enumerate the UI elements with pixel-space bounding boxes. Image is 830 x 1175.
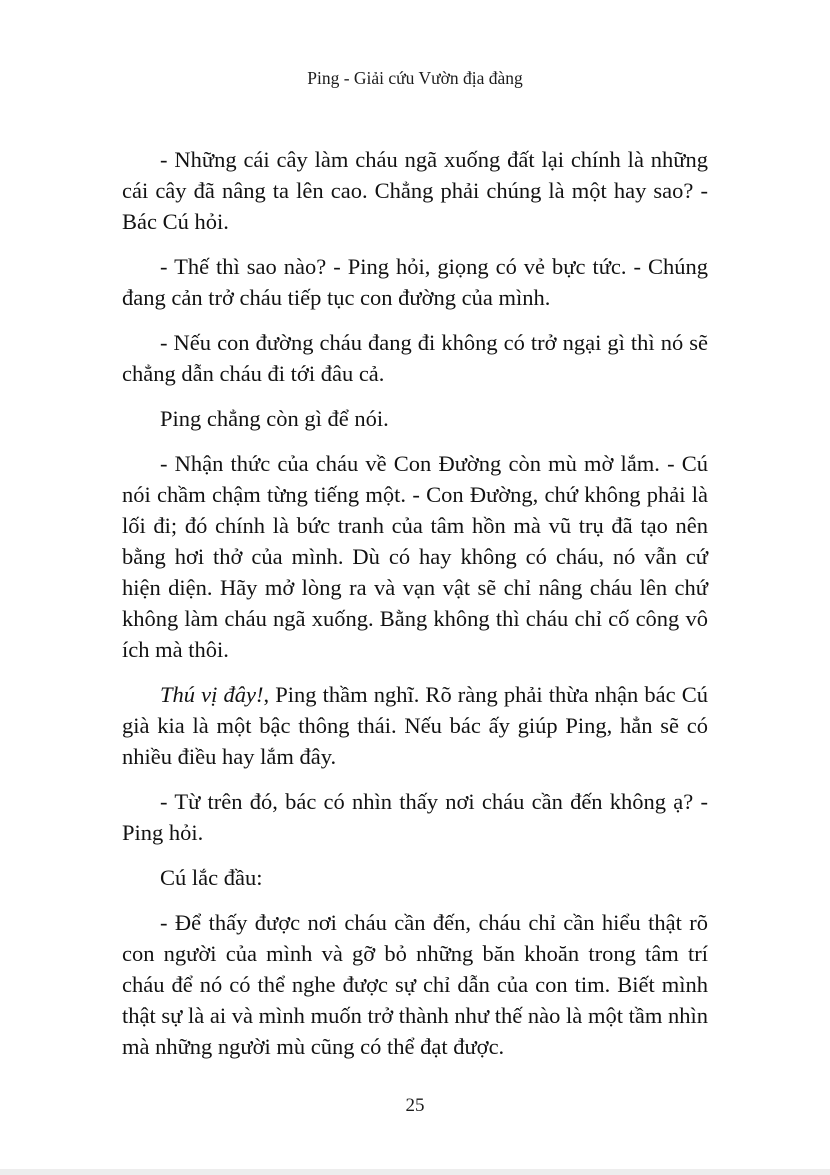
paragraph [122,679,708,772]
paragraph-text: , Ping thầm nghĩ. Rõ ràng phải thừa nhận bác Cú già kia là một bậc thông thái. Nếu bác ấy giúp Ping, hẳn sẽ có nhiều điều hay lắm đây. [122,682,708,769]
running-header: Ping - Giải cứu Vườn địa đàng [307,68,523,88]
paragraph: - Nhận thức của cháu về Con Đường còn mù mờ lắm. - Cú nói chầm chậm từng tiếng một. - Con Đường, chứ không phải là lối đi; đó chính là bức tranh của tâm hồn mà vũ trụ đã tạo nên bằng hơi thở của mình. Dù có hay không có cháu, nó vẫn cứ hiện diện. Hãy mở lòng ra và vạn vật sẽ chỉ nâng cháu lên chứ không làm cháu ngã xuống. Bằng không thì cháu chỉ cố công vô ích mà thôi. [122,451,708,662]
bottom-edge-strip [0,1169,830,1175]
paragraph: Ping chẳng còn gì để nói. [160,406,389,431]
paragraph: - Từ trên đó, bác có nhìn thấy nơi cháu cần đến không ạ? - Ping hỏi. [122,789,708,845]
page-body [122,144,708,1062]
paragraph: - Nếu con đường cháu đang đi không có trở ngại gì thì nó sẽ chẳng dẫn cháu đi tới đâu cả. [122,330,708,386]
page-number: 25 [405,1095,425,1116]
paragraph: - Để thấy được nơi cháu cần đến, cháu chỉ cần hiểu thật rõ con người của mình và gỡ bỏ những băn khoăn trong tâm trí cháu để nó có thể nghe được sự chỉ dẫn của con tim. Biết mình thật sự là ai và mình muốn trở thành như thế nào là một tầm nhìn mà những người mù cũng có thể đạt được. [122,910,708,1059]
paragraph: - Thế thì sao nào? - Ping hỏi, giọng có vẻ bực tức. - Chúng đang cản trở cháu tiếp tục con đường của mình. [122,254,708,310]
paragraph: Cú lắc đầu: [160,865,263,890]
italic-phrase: Thú vị đây! [160,682,264,707]
paragraph: - Những cái cây làm cháu ngã xuống đất lại chính là những cái cây đã nâng ta lên cao. Chẳng phải chúng là một hay sao? - Bác Cú hỏi. [122,147,708,234]
